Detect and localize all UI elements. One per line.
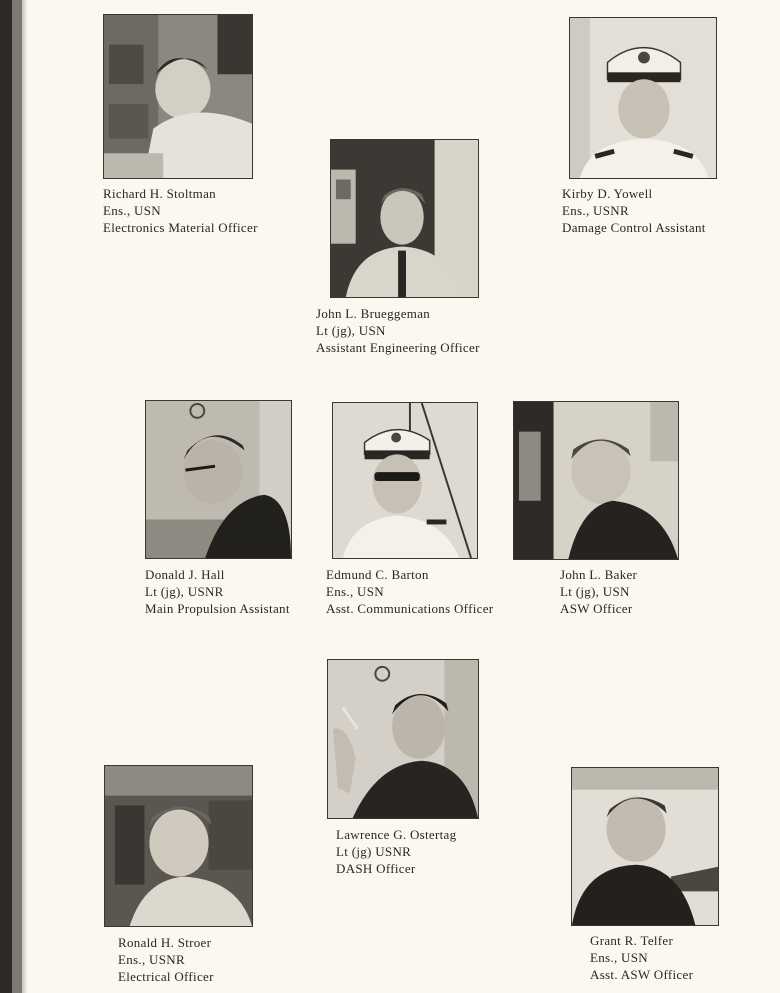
officer-name: Grant R. Telfer xyxy=(590,933,674,948)
officer-caption xyxy=(590,932,693,983)
officer-name: Ronald H. Stroer xyxy=(118,935,212,950)
officer-caption xyxy=(316,305,480,356)
officer-caption xyxy=(326,566,493,617)
officer-rank: Lt (jg), USN xyxy=(316,323,386,338)
officer-title: Electronics Material Officer xyxy=(103,220,258,235)
officer-name: Kirby D. Yowell xyxy=(562,186,653,201)
portrait-photo-hall xyxy=(145,400,292,559)
officer-caption xyxy=(336,826,456,877)
officer-title: Damage Control Assistant xyxy=(562,220,706,235)
page-gutter-shadow xyxy=(22,0,28,993)
officer-title: Asst. Communications Officer xyxy=(326,601,494,616)
officer-title: Assistant Engineering Officer xyxy=(316,340,480,355)
officer-caption xyxy=(560,566,637,617)
officer-name: Donald J. Hall xyxy=(145,567,225,582)
officer-name: John L. Baker xyxy=(560,567,638,582)
officer-title: Main Propulsion Assistant xyxy=(145,601,290,616)
officer-title: Electrical Officer xyxy=(118,969,214,984)
book-binding-edge xyxy=(0,0,12,993)
officer-rank: Ens., USNR xyxy=(118,952,185,967)
officer-title: ASW Officer xyxy=(560,601,633,616)
portrait-photo-telfer xyxy=(571,767,719,926)
officer-title: Asst. ASW Officer xyxy=(590,967,694,982)
officer-title: DASH Officer xyxy=(336,861,416,876)
portrait-photo-stroer xyxy=(104,765,253,927)
portrait-photo-baker xyxy=(513,401,679,560)
officer-name: John L. Brueggeman xyxy=(316,306,431,321)
officer-rank: Ens., USN xyxy=(590,950,648,965)
officer-caption xyxy=(145,566,290,617)
officer-caption xyxy=(562,185,706,236)
officer-name: Richard H. Stoltman xyxy=(103,186,216,201)
officer-rank: Ens., USN xyxy=(326,584,384,599)
portrait-photo-ostertag xyxy=(327,659,479,819)
portrait-photo-barton xyxy=(332,402,478,559)
officer-rank: Ens., USN xyxy=(103,203,161,218)
officer-name: Lawrence G. Ostertag xyxy=(336,827,457,842)
officer-rank: Ens., USNR xyxy=(562,203,629,218)
officer-name: Edmund C. Barton xyxy=(326,567,429,582)
officer-rank: Lt (jg), USN xyxy=(560,584,630,599)
officer-rank: Lt (jg) USNR xyxy=(336,844,412,859)
portrait-photo-brueggeman xyxy=(330,139,479,298)
officer-rank: Lt (jg), USNR xyxy=(145,584,224,599)
portrait-photo-stoltman xyxy=(103,14,253,179)
officer-caption xyxy=(118,934,214,985)
book-binding-gutter xyxy=(12,0,22,993)
portrait-photo-yowell xyxy=(569,17,717,179)
officer-caption xyxy=(103,185,258,236)
